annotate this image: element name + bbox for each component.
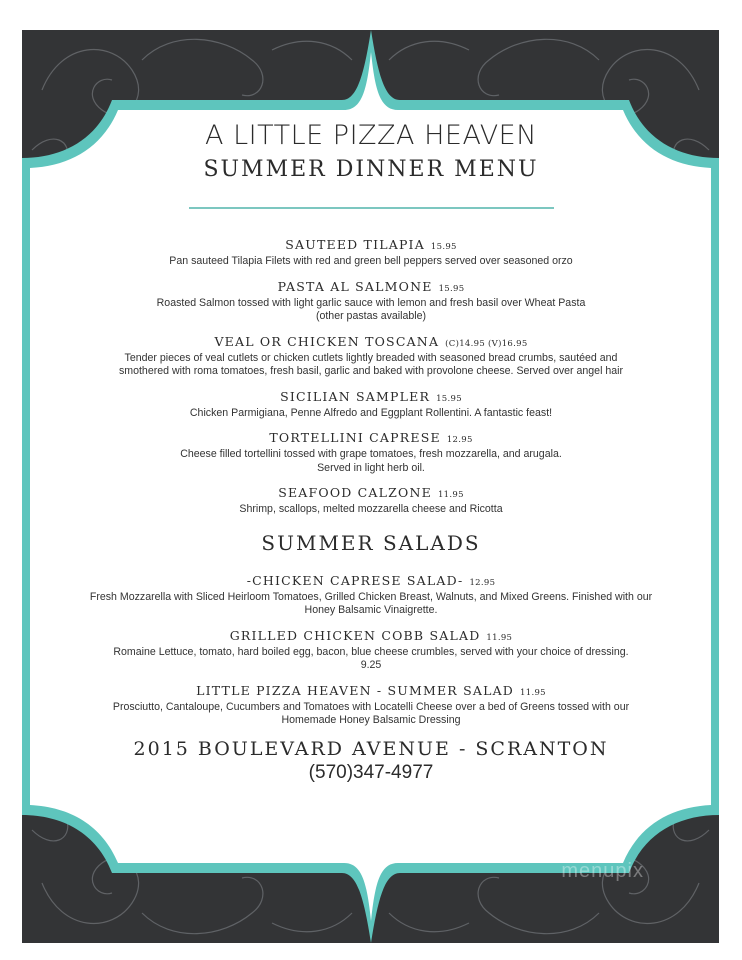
menu-item-tilapia: [30, 237, 712, 269]
menu-item-salmone: [30, 279, 712, 324]
item-description: Served in light herb oil.: [317, 461, 425, 474]
item-description: Shrimp, scallops, melted mozzarella cheese and Ricotta: [239, 503, 503, 515]
item-description: Fresh Mozzarella with Sliced Heirloom Tomatoes, Grilled Chicken Breast, Walnuts, and Mixed Greens. Finished with our: [89, 590, 653, 603]
item-price: 11.95: [486, 632, 513, 643]
item-description: Homemade Honey Balsamic Dressing: [281, 714, 461, 726]
item-name: VEAL OR CHICKEN TOSCANA: [214, 333, 440, 349]
item-name: LITTLE PIZZA HEAVEN - SUMMER SALAD: [196, 682, 515, 698]
item-price: (C)14.95 (V)16.95: [445, 338, 528, 349]
phone-number: (570)347-4977: [308, 761, 434, 783]
watermark-logo: menupix: [561, 860, 644, 882]
menu-item-calzone: [30, 485, 712, 517]
menu-item-tortellini: [30, 430, 712, 475]
item-price: 11.95: [520, 687, 546, 698]
item-description: Prosciutto, Cantaloupe, Cucumbers and Tomatoes with Locatelli Cheese over a bed of Greens tossed with our: [112, 700, 630, 713]
item-description: 9.25: [360, 659, 382, 671]
item-name: GRILLED CHICKEN COBB SALAD: [229, 627, 481, 643]
menu-content: [30, 115, 712, 784]
item-price: 12.95: [446, 435, 473, 445]
dinner-list: [30, 237, 712, 517]
item-description: Roasted Salmon tossed with light garlic sauce with lemon and fresh basil over Wheat Pasta: [156, 296, 586, 309]
address: 2015 BOULEVARD AVENUE - SCRANTON: [133, 737, 609, 760]
menu-item-cobb-salad: [30, 628, 712, 673]
item-description: Tender pieces of veal cutlets or chicken cutlets lightly breaded with seasoned bread crumbs, sautéed and: [124, 351, 618, 364]
item-name: SAUTEED TILAPIA: [285, 237, 425, 252]
item-description: Pan sauteed Tilapia Filets with red and green bell peppers served over seasoned orzo: [169, 255, 573, 267]
item-price: 15.95: [430, 242, 457, 252]
item-name: -CHICKEN CAPRESE SALAD-: [246, 572, 464, 588]
menu-item-sicilian: [30, 389, 712, 421]
item-name: TORTELLINI CAPRESE: [269, 430, 441, 445]
item-description: Honey Balsamic Vinaigrette.: [304, 604, 438, 616]
item-price: 15.95: [438, 283, 465, 294]
item-price: 12.95: [469, 577, 496, 588]
salad-list: [30, 573, 712, 728]
menu-item-toscana: [30, 334, 712, 379]
item-name: PASTA AL SALMONE: [277, 278, 433, 294]
item-description: Chicken Parmigiana, Penne Alfredo and Eggplant Rollentini. A fantastic feast!: [189, 406, 553, 419]
item-description: (other pastas available): [315, 310, 427, 322]
divider: [189, 207, 554, 209]
menu-item-caprese-salad: [30, 573, 712, 618]
item-description: Cheese filled tortellini tossed with grape tomatoes, fresh mozzarella, and arugala.: [180, 448, 562, 460]
item-name: SEAFOOD CALZONE: [278, 485, 432, 500]
item-price: 15.95: [436, 393, 462, 404]
item-description: Romaine Lettuce, tomato, hard boiled egg, bacon, blue cheese crumbles, served with your choice of dressing.: [113, 645, 629, 658]
menu-item-summer-salad: [30, 683, 712, 728]
salads-heading: SUMMER SALADS: [261, 530, 481, 555]
menu-title: SUMMER DINNER MENU: [203, 157, 539, 182]
restaurant-name: A LITTLE PIZZA HEAVEN: [205, 120, 537, 151]
item-price: 11.95: [437, 490, 464, 500]
item-name: SICILIAN SAMPLER: [280, 388, 431, 404]
item-description: smothered with roma tomatoes, fresh basil, garlic and baked with provolone cheese. Served over angel hair: [118, 365, 624, 377]
